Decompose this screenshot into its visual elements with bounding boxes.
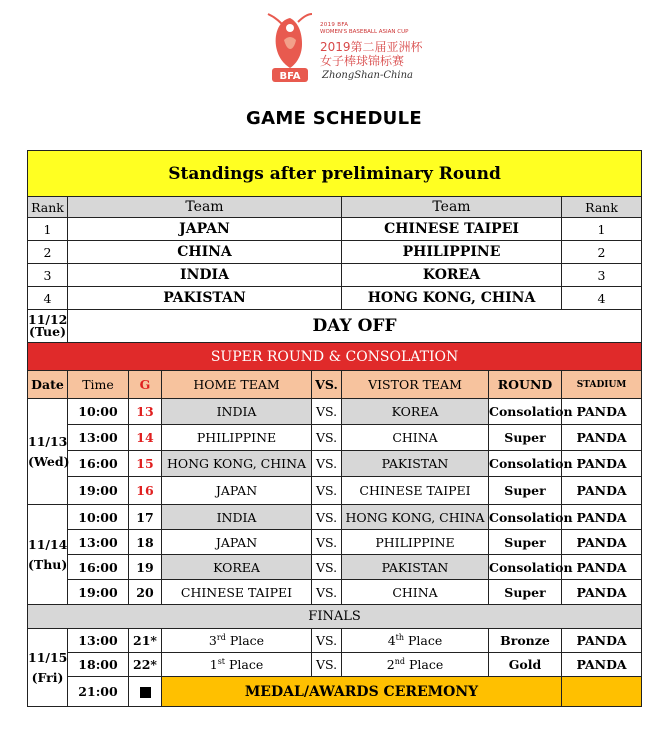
logo-line3: 2019第二届亚洲杯: [320, 40, 423, 54]
vs-label: VS.: [312, 477, 342, 505]
page-title: GAME SCHEDULE: [246, 108, 422, 129]
round-type: Gold: [489, 653, 562, 677]
time-header: Time: [68, 371, 129, 399]
rank-left: 1: [28, 218, 68, 241]
team-right: CHINESE TAIPEI: [342, 218, 562, 241]
game-number: 21*: [129, 629, 162, 653]
stadium: PANDA: [562, 425, 642, 451]
game-row: [28, 530, 642, 555]
team-left: CHINA: [68, 241, 342, 264]
rank-left: 4: [28, 287, 68, 310]
bfa-badge: BFA: [279, 71, 301, 82]
round-type: Bronze: [489, 629, 562, 653]
bfa-logo: [262, 10, 423, 86]
day-date: 11/14: [28, 536, 68, 552]
rank-header-left: Rank: [28, 197, 68, 218]
round-type: Consolation: [489, 399, 562, 425]
game-time: 10:00: [68, 505, 129, 530]
game-row: [28, 505, 642, 530]
visitor-team: PAKISTAN: [342, 555, 489, 580]
rank-header-right: Rank: [562, 197, 642, 218]
dayoff-date-num: 11/12: [28, 312, 68, 327]
day-weekday: (Thu): [28, 556, 68, 572]
rank-right: 2: [562, 241, 642, 264]
day-date-cell: [28, 505, 68, 605]
visitor-team: CHINESE TAIPEI: [342, 477, 489, 505]
stadium: PANDA: [562, 530, 642, 555]
dayoff-row: [28, 310, 642, 343]
game-time: 19:00: [68, 477, 129, 505]
team-left: INDIA: [68, 264, 342, 287]
team-header-right: Team: [342, 197, 562, 218]
round-type: Super: [489, 477, 562, 505]
logo-line1: 2019 BFA: [320, 22, 349, 28]
vs-label: VS.: [312, 653, 342, 677]
game-row: [28, 399, 642, 425]
vs-label: VS.: [312, 505, 342, 530]
stadium: PANDA: [562, 477, 642, 505]
finals-heading-row: [28, 605, 642, 629]
game-header: G: [129, 371, 162, 399]
game-time: 16:00: [68, 451, 129, 477]
finals-row: [28, 629, 642, 653]
stadium: PANDA: [562, 653, 642, 677]
game-number: 18: [129, 530, 162, 555]
game-number: 17: [129, 505, 162, 530]
game-time: 10:00: [68, 399, 129, 425]
game-time: 16:00: [68, 555, 129, 580]
standings-row: [28, 241, 642, 264]
home-team: INDIA: [162, 505, 312, 530]
home-place-text: Place: [229, 633, 265, 649]
vs-label: VS.: [312, 580, 342, 605]
home-team: KOREA: [162, 555, 312, 580]
home-place-text: Place: [229, 657, 264, 673]
game-row: [28, 580, 642, 605]
date-header: Date: [28, 371, 68, 399]
vs-header: VS.: [312, 371, 342, 399]
team-right: PHILIPPINE: [342, 241, 562, 264]
visitor-team: [342, 629, 489, 653]
rank-right: 3: [562, 264, 642, 287]
game-number: 22*: [129, 653, 162, 677]
visitor-place-num: 4: [387, 633, 396, 649]
visitor-place-text: Place: [408, 633, 443, 649]
standings-row: [28, 287, 642, 310]
super-round-heading: SUPER ROUND & CONSOLATION: [28, 343, 642, 371]
visitor-place-suffix: nd: [394, 656, 405, 666]
game-row: [28, 451, 642, 477]
game-number: 15: [129, 451, 162, 477]
game-time: 13:00: [68, 425, 129, 451]
day-date: 11/13: [28, 433, 68, 449]
team-header-left: Team: [68, 197, 342, 218]
day-date-cell: [28, 399, 68, 505]
home-place-num: 1: [209, 657, 218, 673]
visitor-team: [342, 653, 489, 677]
home-team: CHINESE TAIPEI: [162, 580, 312, 605]
ceremony-round-blank: [562, 677, 642, 707]
stadium: PANDA: [562, 399, 642, 425]
stadium: PANDA: [562, 505, 642, 530]
visitor-place-suffix: th: [395, 632, 405, 642]
home-team: PHILIPPINE: [162, 425, 312, 451]
visitor-team: CHINA: [342, 425, 489, 451]
vs-label: VS.: [312, 451, 342, 477]
home-team: [162, 629, 312, 653]
ceremony-time: 21:00: [68, 677, 129, 707]
rank-right: 1: [562, 218, 642, 241]
visitor-team: PHILIPPINE: [342, 530, 489, 555]
vs-label: VS.: [312, 629, 342, 653]
ceremony-label: MEDAL/AWARDS CEREMONY: [162, 677, 562, 707]
round-type: Super: [489, 580, 562, 605]
standings-row: [28, 218, 642, 241]
ceremony-row: [28, 677, 642, 707]
game-row: [28, 477, 642, 505]
game-row: [28, 555, 642, 580]
stadium: PANDA: [562, 629, 642, 653]
game-number: 20: [129, 580, 162, 605]
visitor-header: VISTOR TEAM: [342, 371, 489, 399]
vs-label: VS.: [312, 555, 342, 580]
vs-label: VS.: [312, 399, 342, 425]
team-left: PAKISTAN: [68, 287, 342, 310]
logo-place: ZhongShan-China: [322, 70, 414, 81]
visitor-place-num: 2: [386, 657, 395, 673]
visitor-team: CHINA: [342, 580, 489, 605]
round-header: ROUND: [489, 371, 562, 399]
home-place-suffix: st: [217, 656, 226, 666]
home-team: JAPAN: [162, 530, 312, 555]
team-left: JAPAN: [68, 218, 342, 241]
vs-label: VS.: [312, 425, 342, 451]
finals-date: 11/15: [28, 649, 68, 665]
standings-header-row: [28, 197, 642, 218]
game-number: 14: [129, 425, 162, 451]
game-row: [28, 425, 642, 451]
round-type: Super: [489, 425, 562, 451]
home-team: HONG KONG, CHINA: [162, 451, 312, 477]
bfa-player-logo-icon: [262, 10, 318, 86]
finals-heading: FINALS: [28, 605, 642, 629]
round-type: Super: [489, 530, 562, 555]
logo-line4: 女子棒球锦标赛: [320, 54, 405, 68]
home-team: [162, 653, 312, 677]
finals-row: [28, 653, 642, 677]
visitor-team: HONG KONG, CHINA: [342, 505, 489, 530]
game-number: 13: [129, 399, 162, 425]
stadium: PANDA: [562, 555, 642, 580]
finals-date-cell: [28, 629, 68, 707]
home-header: HOME TEAM: [162, 371, 312, 399]
team-right: KOREA: [342, 264, 562, 287]
dayoff-date: [28, 310, 68, 343]
stadium: PANDA: [562, 451, 642, 477]
home-place-suffix: rd: [216, 632, 226, 642]
logo-line2: WOMEN'S BASEBALL ASIAN CUP: [320, 29, 409, 35]
standings-row: [28, 264, 642, 287]
home-team: INDIA: [162, 399, 312, 425]
super-round-heading-row: [28, 343, 642, 371]
ceremony-marker: [129, 677, 162, 707]
game-time: 13:00: [68, 629, 129, 653]
round-type: Consolation: [489, 451, 562, 477]
stadium: PANDA: [562, 580, 642, 605]
round-type: Consolation: [489, 505, 562, 530]
dayoff-weekday: (Tue): [28, 324, 67, 339]
game-time: 19:00: [68, 580, 129, 605]
standings-heading: Standings after preliminary Round: [28, 151, 642, 197]
black-square-icon: [140, 687, 151, 698]
visitor-team: KOREA: [342, 399, 489, 425]
rank-left: 2: [28, 241, 68, 264]
schedule-table: [27, 150, 642, 707]
game-number: 19: [129, 555, 162, 580]
home-place-num: 3: [208, 633, 217, 649]
game-number: 16: [129, 477, 162, 505]
games-header-row: [28, 371, 642, 399]
game-time: 13:00: [68, 530, 129, 555]
round-type: Consolation: [489, 555, 562, 580]
rank-right: 4: [562, 287, 642, 310]
visitor-place-text: Place: [408, 657, 444, 673]
day-weekday: (Wed): [28, 453, 70, 469]
finals-weekday: (Fri): [31, 669, 64, 685]
standings-heading-row: [28, 151, 642, 197]
game-time: 18:00: [68, 653, 129, 677]
home-team: JAPAN: [162, 477, 312, 505]
vs-label: VS.: [312, 530, 342, 555]
rank-left: 3: [28, 264, 68, 287]
team-right: HONG KONG, CHINA: [342, 287, 562, 310]
stadium-header: STADIUM: [562, 371, 642, 399]
dayoff-label: DAY OFF: [68, 310, 642, 343]
visitor-team: PAKISTAN: [342, 451, 489, 477]
